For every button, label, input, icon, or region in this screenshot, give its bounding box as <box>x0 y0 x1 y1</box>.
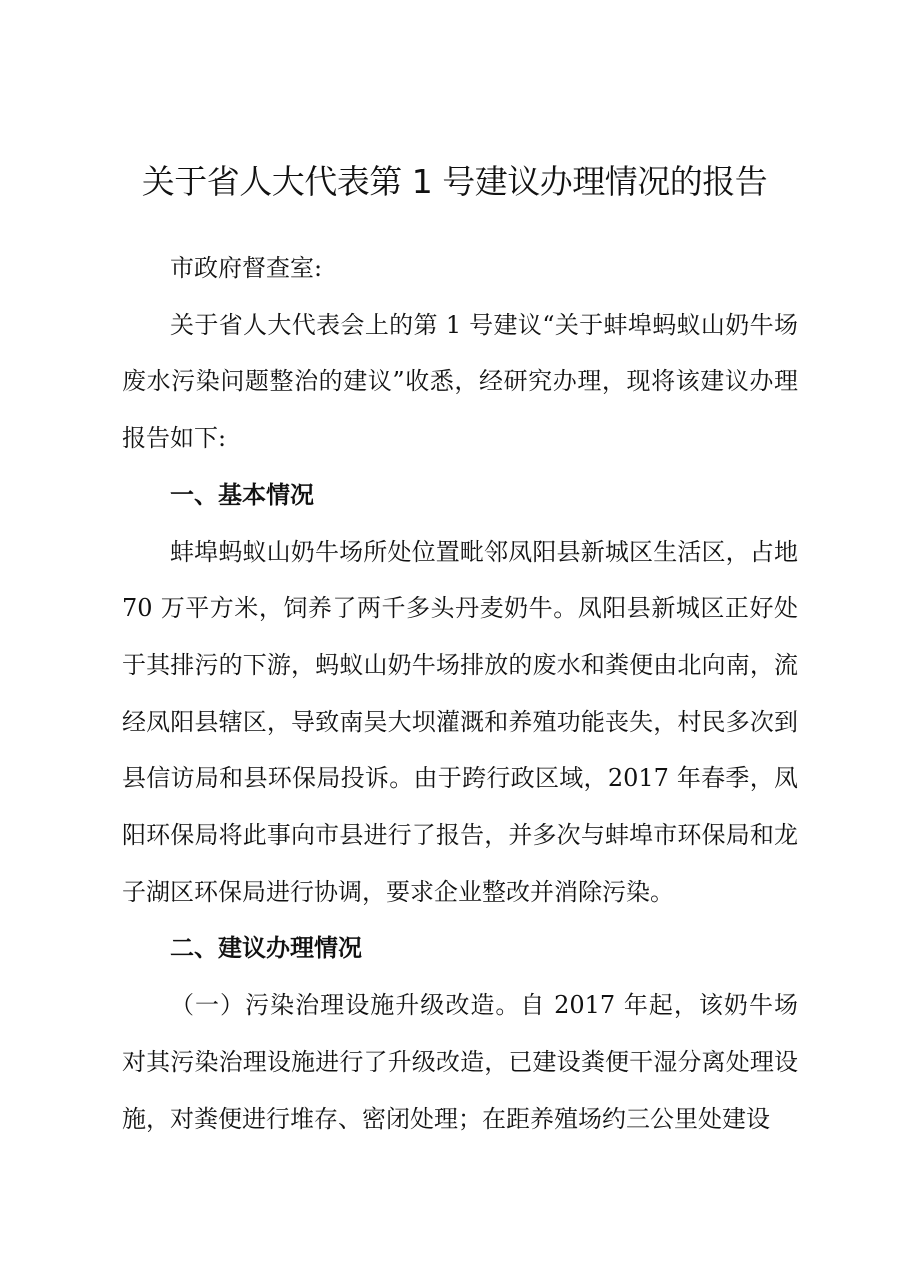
section-2-heading: 二、建议办理情况 <box>170 934 362 963</box>
section-1-paragraph: 蚌埠蚂蚁山奶牛场所处位置毗邻凤阳县新城区生活区，占地 70 万平方米，饲养了两千多头丹麦奶牛。凤阳县新城区正好处于其排污的下游，蚂蚁山奶牛场排放的废水和粪便由北向南，流经凤阳县辖区，导致南吴大坝灌溉和养殖功能丧失，村民多次到县信访局和县环保局投诉。由于跨行政区域，2017 年春季，凤阳环保局将此事向市县进行了报告，并多次与蚌埠市环保局和龙子湖区环保局进行协调，要求企业整改并消除污染。 <box>122 537 798 906</box>
section-2-paragraph: （一）污染治理设施升级改造。自 2017 年起，该奶牛场对其污染治理设施进行了升级改造，已建设粪便干湿分离处理设施，对粪便进行堆存、密闭处理；在距养殖场约三公里处建设 <box>122 991 798 1133</box>
salutation: 市政府督查室: <box>170 254 323 282</box>
document-body <box>122 240 798 1147</box>
document-title: 关于省人大代表第 1 号建议办理情况的报告 <box>141 162 768 201</box>
intro-paragraph: 关于省人大代表会上的第 1 号建议“关于蚌埠蚂蚁山奶牛场废水污染问题整治的建议”收悉，经研究办理，现将该建议办理报告如下: <box>122 310 798 453</box>
section-1-heading: 一、基本情况 <box>170 480 314 509</box>
